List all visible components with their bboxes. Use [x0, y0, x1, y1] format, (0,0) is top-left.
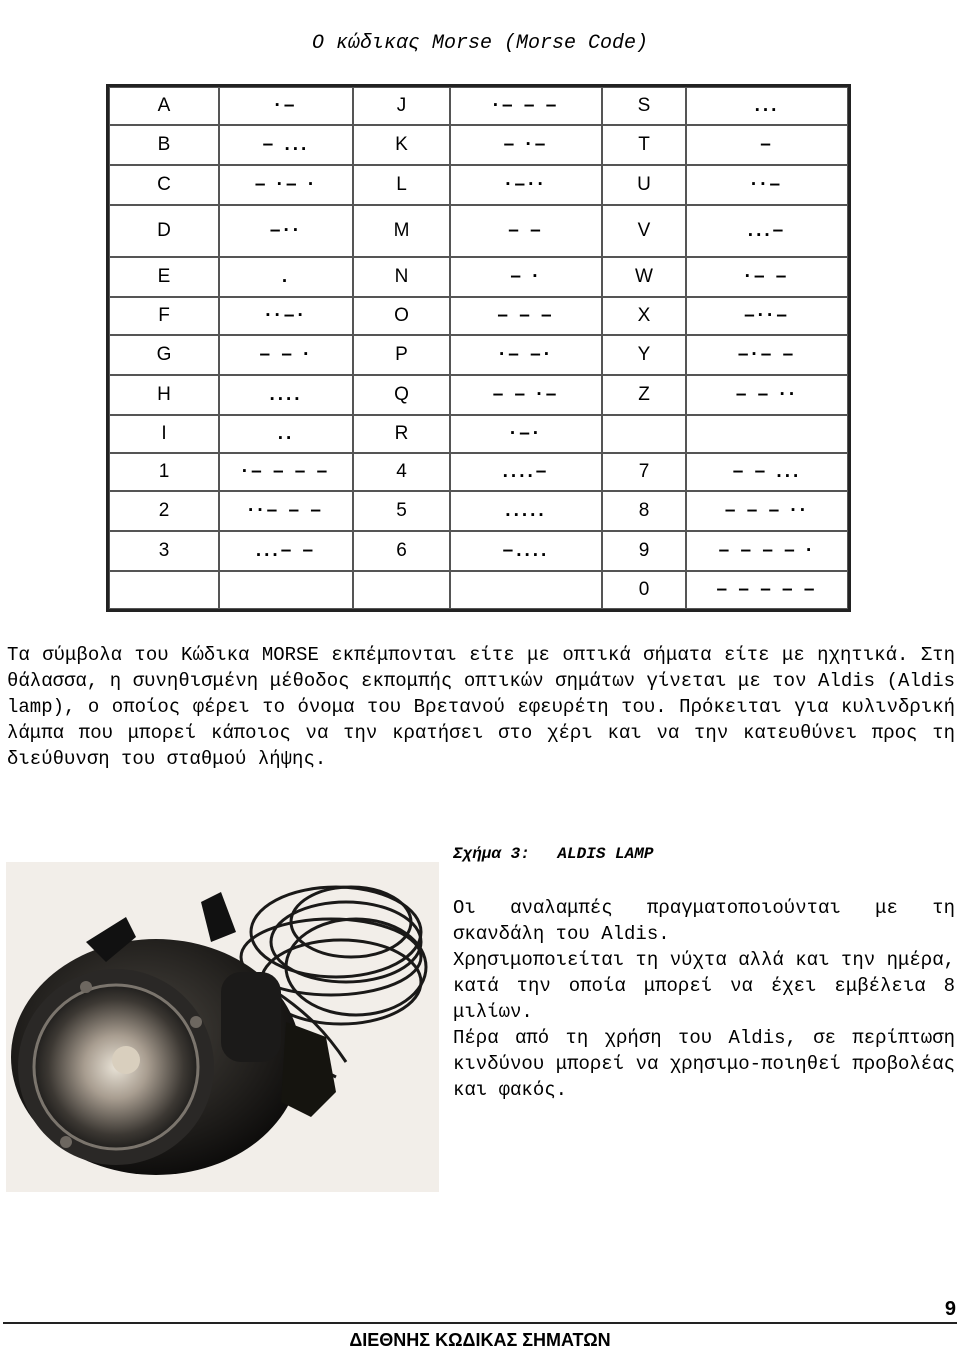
morse-code-cell: – – ·– — [450, 375, 602, 415]
empty-cell — [450, 571, 602, 609]
morse-code-cell: ··– – – — [219, 491, 353, 531]
morse-code-cell: – – – – · — [686, 531, 848, 571]
character-cell: 8 — [602, 491, 686, 531]
table-row — [109, 335, 848, 375]
character-cell: E — [109, 257, 219, 297]
morse-code-cell: ...– – — [219, 531, 353, 571]
character-cell: K — [353, 125, 450, 165]
body-paragraph: Τα σύμβολα του Κώδικα MORSE εκπέμπονται είτε με οπτικά σήματα είτε με ηχητικά. Στη θάλασσα, η συνηθισμένη μέθοδος εκπομπής οπτικών σημάτων γίνεται με τον Aldis (Aldis lamp), ο οποίος φέρει το όνομα του Βρετανού εφευρέτη του. Πρόκειται για κυλινδρική λάμπα που μπορεί κάποιος να την κρατήσει στο χέρι και να την κατευθύνει προς τη διεύθυνση του σταθμού λήψης. — [7, 644, 955, 770]
character-cell: 6 — [353, 531, 450, 571]
morse-code-cell: – – ... — [686, 453, 848, 491]
morse-code-cell: – ·– — [450, 125, 602, 165]
figure-label: Σχήμα 3: — [453, 845, 530, 863]
character-cell: 3 — [109, 531, 219, 571]
morse-code-cell: ··– — [686, 165, 848, 205]
table-row — [109, 491, 848, 531]
page-number: 9 — [944, 1298, 956, 1320]
table-row — [109, 205, 848, 257]
character-cell: D — [109, 205, 219, 257]
character-cell: T — [602, 125, 686, 165]
character-cell: 0 — [602, 571, 686, 609]
empty-cell — [602, 415, 686, 453]
footer-divider — [3, 1322, 957, 1324]
character-cell: C — [109, 165, 219, 205]
morse-code-cell: ·– – – – — [219, 453, 353, 491]
table-row — [109, 571, 848, 609]
morse-code-cell: .. — [219, 415, 353, 453]
table-row — [109, 415, 848, 453]
morse-code-cell: –·– – — [686, 335, 848, 375]
morse-code-cell: ·–· — [450, 415, 602, 453]
morse-code-cell: ..... — [450, 491, 602, 531]
figure-caption — [453, 845, 653, 863]
empty-cell — [686, 415, 848, 453]
morse-code-cell: ....– — [450, 453, 602, 491]
character-cell: A — [109, 87, 219, 125]
table-row — [109, 87, 848, 125]
character-cell: X — [602, 297, 686, 335]
character-cell: N — [353, 257, 450, 297]
character-cell: M — [353, 205, 450, 257]
table-row — [109, 257, 848, 297]
morse-code-cell: ·– – – — [450, 87, 602, 125]
morse-code-cell: –·· — [219, 205, 353, 257]
character-cell: Y — [602, 335, 686, 375]
morse-code-cell: – – ·· — [686, 375, 848, 415]
character-cell: Q — [353, 375, 450, 415]
character-cell: 7 — [602, 453, 686, 491]
morse-code-cell: – – – — [450, 297, 602, 335]
morse-code-cell: ·– –· — [450, 335, 602, 375]
character-cell: B — [109, 125, 219, 165]
morse-code-cell: – — [686, 125, 848, 165]
morse-code-cell: – – – – – — [686, 571, 848, 609]
page-footer: ΔΙΕΘΝΗΣ ΚΩΔΙΚΑΣ ΣΗΜΑΤΩΝ — [349, 1330, 611, 1350]
figure-line: Χρησιμοποιείται τη νύχτα αλλά και την ημέρα, κατά την οποία μπορεί να έχει εμβέλεια 8 μιλίων. — [453, 949, 955, 1023]
character-cell: 5 — [353, 491, 450, 531]
morse-code-cell: ·– — [219, 87, 353, 125]
morse-code-cell: ··–· — [219, 297, 353, 335]
character-cell: G — [109, 335, 219, 375]
figure-title: ALDIS LAMP — [557, 845, 654, 863]
character-cell: L — [353, 165, 450, 205]
character-cell: V — [602, 205, 686, 257]
figure-description — [453, 895, 955, 1103]
character-cell: H — [109, 375, 219, 415]
character-cell: 1 — [109, 453, 219, 491]
table-row — [109, 531, 848, 571]
morse-code-cell: ... — [686, 87, 848, 125]
figure-line: Πέρα από τη χρήση του Aldis, σε περίπτωση κινδύνου μπορεί να χρησιμο-ποιηθεί προβολέας και φακός. — [453, 1027, 955, 1101]
empty-cell — [219, 571, 353, 609]
character-cell: 2 — [109, 491, 219, 531]
morse-code-cell: – – · — [219, 335, 353, 375]
table-row — [109, 453, 848, 491]
character-cell: R — [353, 415, 450, 453]
morse-code-cell: ...– — [686, 205, 848, 257]
figure-line: Οι αναλαμπές πραγματοποιούνται με τη σκανδάλη του Aldis. — [453, 897, 955, 945]
empty-cell — [109, 571, 219, 609]
morse-code-cell: –.... — [450, 531, 602, 571]
morse-code-cell: ·–·· — [450, 165, 602, 205]
table-row — [109, 165, 848, 205]
morse-code-cell: – ... — [219, 125, 353, 165]
character-cell: F — [109, 297, 219, 335]
character-cell: I — [109, 415, 219, 453]
morse-code-cell: . — [219, 257, 353, 297]
table-row — [109, 297, 848, 335]
empty-cell — [353, 571, 450, 609]
character-cell: J — [353, 87, 450, 125]
morse-code-cell: – – – ·· — [686, 491, 848, 531]
character-cell: 9 — [602, 531, 686, 571]
aldis-lamp-photo — [6, 862, 439, 1192]
character-cell: S — [602, 87, 686, 125]
morse-code-cell: .... — [219, 375, 353, 415]
morse-code-cell: – · — [450, 257, 602, 297]
table-row — [109, 125, 848, 165]
morse-code-cell: – – — [450, 205, 602, 257]
character-cell: O — [353, 297, 450, 335]
morse-code-table — [106, 84, 851, 612]
character-cell: P — [353, 335, 450, 375]
character-cell: Z — [602, 375, 686, 415]
character-cell: U — [602, 165, 686, 205]
character-cell: W — [602, 257, 686, 297]
morse-code-cell: –··– — [686, 297, 848, 335]
character-cell: 4 — [353, 453, 450, 491]
morse-code-cell: ·– – — [686, 257, 848, 297]
page-title: Ο κώδικας Morse (Morse Code) — [311, 32, 649, 55]
table-row — [109, 375, 848, 415]
morse-code-cell: – ·– · — [219, 165, 353, 205]
